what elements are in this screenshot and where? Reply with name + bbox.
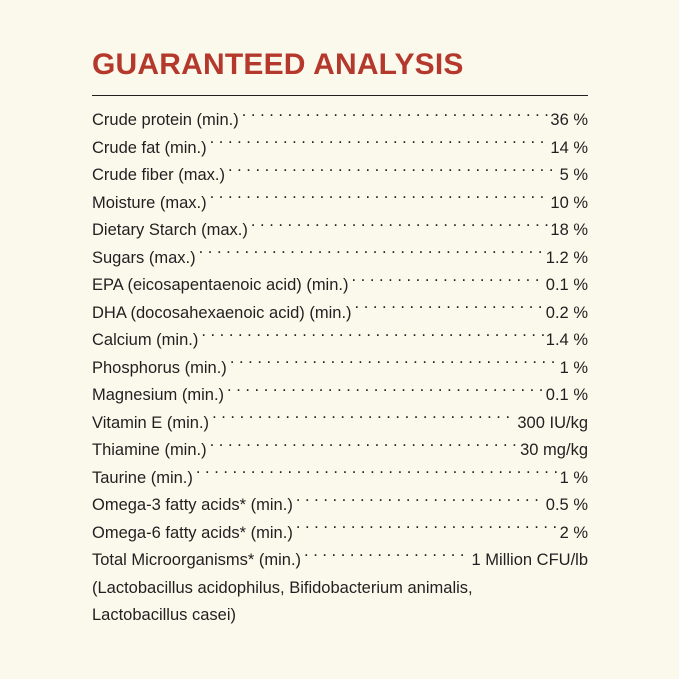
nutrient-label: Taurine (min.) bbox=[92, 468, 193, 487]
page-title: GUARANTEED ANALYSIS bbox=[92, 48, 464, 81]
table-row bbox=[92, 245, 588, 273]
nutrient-value: 1 % bbox=[559, 468, 588, 487]
leader-dots bbox=[355, 301, 544, 318]
nutrient-value: 1.2 % bbox=[545, 248, 588, 267]
leader-dots bbox=[351, 274, 543, 291]
leader-dots bbox=[196, 466, 558, 483]
nutrient-label: EPA (eicosapentaenoic acid) (min.) bbox=[92, 276, 349, 294]
footnote-line: Lactobacillus casei) bbox=[92, 606, 236, 624]
table-row bbox=[92, 465, 588, 493]
nutrient-value: 5 % bbox=[559, 166, 588, 184]
guaranteed-analysis-panel bbox=[92, 48, 588, 630]
leader-dots bbox=[212, 411, 515, 428]
leader-dots bbox=[210, 136, 549, 153]
nutrient-label: Dietary Starch (max.) bbox=[92, 221, 248, 239]
table-row bbox=[92, 217, 588, 245]
table-row bbox=[92, 520, 588, 548]
nutrient-label: Thiamine (min.) bbox=[92, 441, 207, 459]
table-row bbox=[92, 107, 588, 135]
nutrient-label: DHA (docosahexaenoic acid) (min.) bbox=[92, 303, 352, 322]
table-row bbox=[92, 327, 588, 355]
table-row bbox=[92, 272, 588, 300]
nutrient-value: 1.4 % bbox=[545, 331, 588, 349]
nutrient-label: Moisture (max.) bbox=[92, 193, 207, 212]
nutrient-value: 0.5 % bbox=[545, 496, 588, 514]
leader-dots bbox=[199, 246, 544, 263]
nutrient-value: 2 % bbox=[559, 523, 588, 542]
nutrient-value: 36 % bbox=[550, 111, 588, 129]
nutrient-label: Crude fat (min.) bbox=[92, 138, 207, 157]
nutrient-value: 10 % bbox=[550, 193, 588, 212]
nutrient-label: Total Microorganisms* (min.) bbox=[92, 551, 302, 569]
nutrient-value: 30 mg/kg bbox=[520, 441, 588, 459]
table-row bbox=[92, 410, 588, 438]
table-row bbox=[92, 190, 588, 218]
table-row bbox=[92, 382, 588, 410]
nutrient-label: Crude fiber (max.) bbox=[92, 166, 225, 184]
table-row bbox=[92, 135, 588, 163]
leader-dots bbox=[210, 191, 549, 208]
leader-dots bbox=[201, 329, 543, 346]
leader-dots bbox=[296, 494, 544, 511]
leader-dots bbox=[304, 549, 470, 566]
nutrient-value: 0.1 % bbox=[545, 276, 588, 294]
nutrient-label: Sugars (max.) bbox=[92, 248, 196, 267]
leader-dots bbox=[242, 109, 549, 126]
nutrient-label: Vitamin E (min.) bbox=[92, 413, 210, 432]
table-row bbox=[92, 492, 588, 520]
nutrient-label: Omega-6 fatty acids* (min.) bbox=[92, 523, 293, 542]
nutrient-label: Phosphorus (min.) bbox=[92, 358, 227, 377]
table-row bbox=[92, 437, 588, 465]
leader-dots bbox=[296, 521, 558, 538]
leader-dots bbox=[227, 384, 544, 401]
nutrient-value: 0.1 % bbox=[545, 386, 588, 404]
table-row bbox=[92, 355, 588, 383]
table-row bbox=[92, 162, 588, 190]
table-row bbox=[92, 547, 588, 575]
footnote-line: (Lactobacillus acidophilus, Bifidobacterium animalis, bbox=[92, 578, 473, 597]
nutrient-label: Crude protein (min.) bbox=[92, 111, 239, 129]
analysis-table bbox=[92, 107, 588, 630]
nutrient-label: Magnesium (min.) bbox=[92, 386, 225, 404]
nutrient-value: 300 IU/kg bbox=[517, 413, 588, 432]
title-divider bbox=[92, 95, 588, 96]
leader-dots bbox=[230, 356, 558, 373]
table-row bbox=[92, 300, 588, 328]
nutrient-label: Omega-3 fatty acids* (min.) bbox=[92, 496, 293, 514]
nutrient-value: 1 % bbox=[559, 358, 588, 377]
nutrient-value: 0.2 % bbox=[545, 303, 588, 322]
nutrient-label: Calcium (min.) bbox=[92, 331, 199, 349]
nutrient-value: 18 % bbox=[550, 221, 588, 239]
nutrient-value: 14 % bbox=[550, 138, 588, 157]
leader-dots bbox=[228, 164, 558, 181]
nutrient-value: 1 Million CFU/lb bbox=[471, 551, 588, 569]
leader-dots bbox=[210, 439, 519, 456]
leader-dots bbox=[251, 219, 549, 236]
